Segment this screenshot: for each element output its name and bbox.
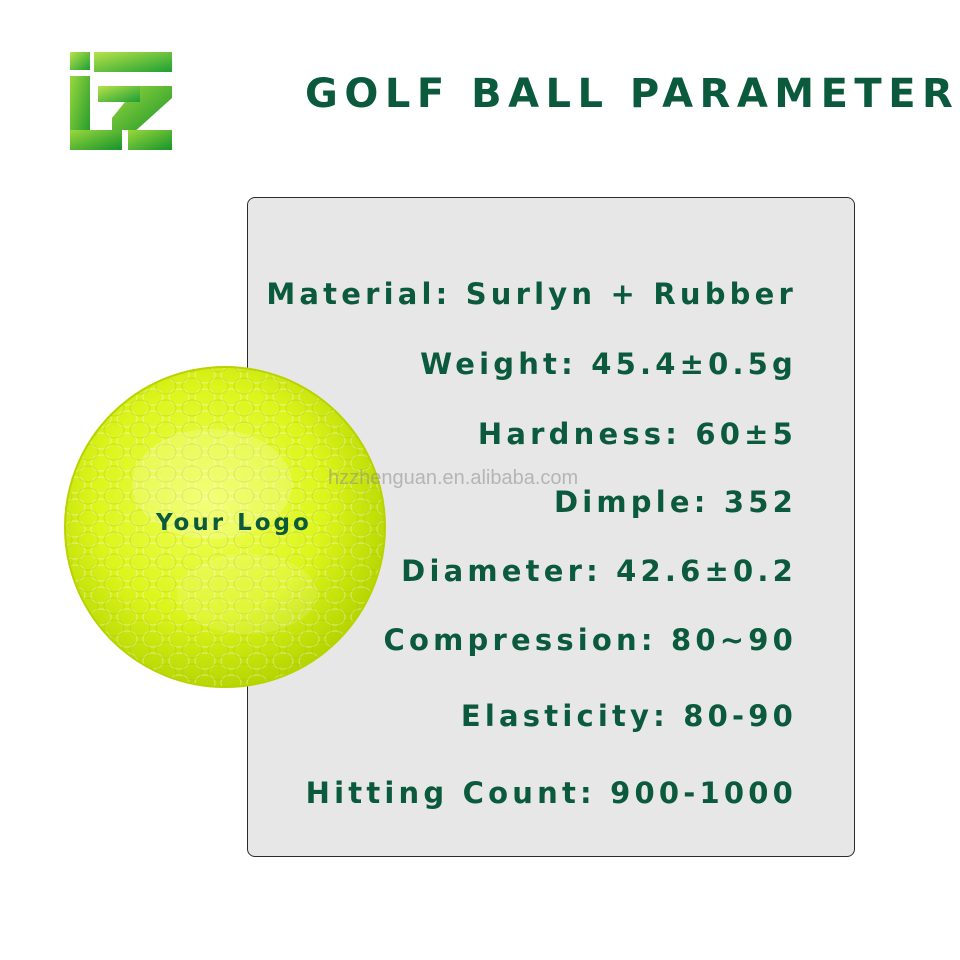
page-title: GOLF BALL PARAMETER [305,71,960,117]
param-weight: Weight: 45.4±0.5g [420,347,797,381]
param-hitting-count: Hitting Count: 900-1000 [305,776,797,810]
param-material: Material: Surlyn + Rubber [266,277,797,311]
param-hardness: Hardness: 60±5 [477,417,797,451]
watermark: hzzhenguan.en.alibaba.com [328,467,579,489]
param-compression: Compression: 80~90 [383,623,797,657]
brand-logo [68,50,174,152]
param-dimple: Dimple: 352 [553,485,797,519]
ball-logo-text: Your Logo [156,510,312,536]
param-elasticity: Elasticity: 80-90 [460,699,797,733]
param-diameter: Diameter: 42.6±0.2 [401,554,797,588]
